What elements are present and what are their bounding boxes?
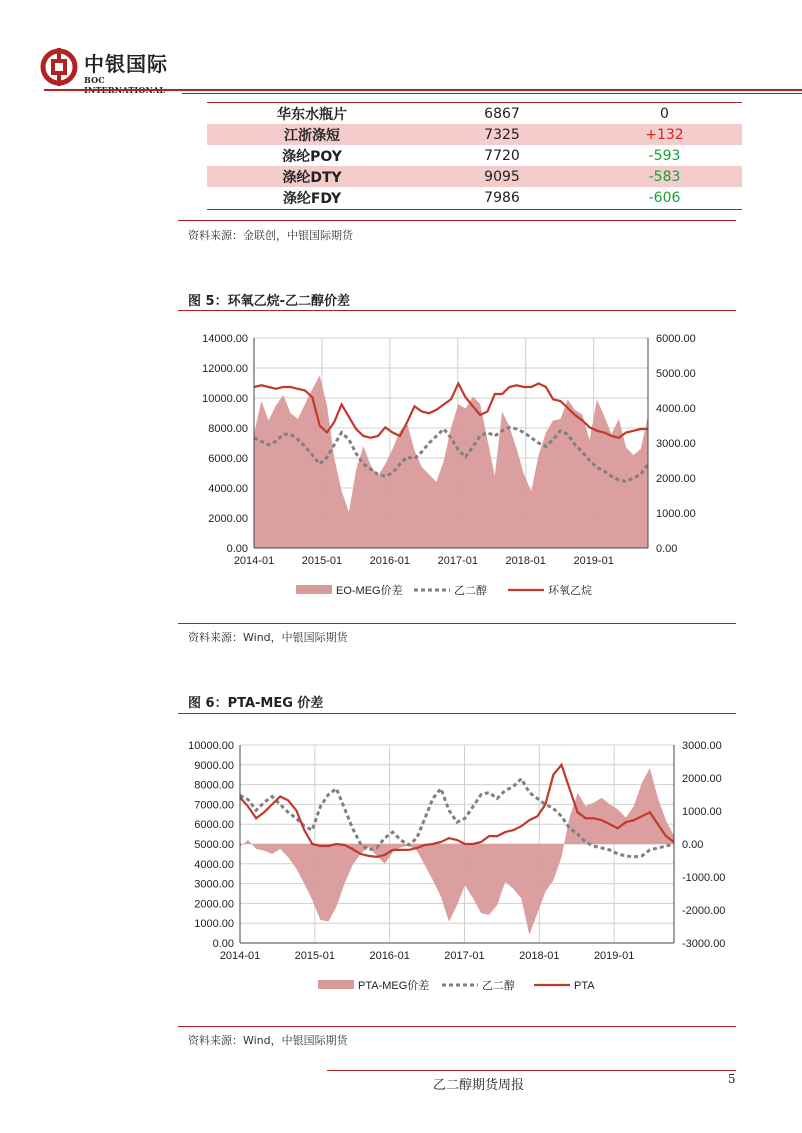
logo-english-name: BOC bbox=[84, 75, 105, 85]
right-tick-label: -3000.00 bbox=[682, 938, 726, 950]
left-tick-label: 6000.00 bbox=[208, 453, 248, 465]
left-tick-label: 10000.00 bbox=[188, 740, 234, 752]
product-price: 6867 bbox=[484, 105, 520, 122]
left-tick-label: 2000.00 bbox=[194, 898, 234, 911]
product-name: 江浙涤短 bbox=[207, 124, 417, 145]
legend-label: PTA-MEG价差 bbox=[358, 980, 430, 992]
price-change: +132 bbox=[587, 124, 742, 145]
table-row bbox=[207, 187, 742, 208]
legend-label: 乙二醇 bbox=[482, 980, 515, 992]
right-tick-label: 1000.00 bbox=[656, 508, 696, 520]
left-tick-label: 4000.00 bbox=[208, 483, 248, 495]
left-tick-label: 8000.00 bbox=[194, 779, 234, 792]
right-tick-label: 6000.00 bbox=[656, 333, 696, 345]
figure5-title: 图 5：环氧乙烷-乙二醇价差 bbox=[188, 294, 350, 309]
table-bottom-rule bbox=[207, 209, 742, 210]
left-tick-label: 2000.00 bbox=[208, 513, 248, 525]
polyester-price-table bbox=[207, 103, 742, 208]
x-tick-label: 2016-01 bbox=[369, 555, 411, 567]
x-tick-label: 2015-01 bbox=[294, 950, 336, 962]
header-rule bbox=[44, 89, 802, 91]
x-tick-label: 2015-01 bbox=[301, 555, 343, 567]
right-tick-label: 2000.00 bbox=[656, 473, 696, 485]
product-price: 7986 bbox=[484, 189, 520, 206]
table-source: 资料来源：金联创，中银国际期货 bbox=[188, 229, 353, 242]
legend-swatch-area bbox=[296, 585, 332, 594]
table-row bbox=[207, 145, 742, 166]
pta-meg-spread-chart bbox=[178, 725, 736, 1015]
product-name: 涤纶FDY bbox=[282, 190, 342, 207]
price-change: -583 bbox=[587, 166, 742, 187]
x-tick-label: 2018-01 bbox=[505, 555, 546, 567]
figure6-source: 资料来源：Wind，中银国际期货 bbox=[188, 1034, 348, 1047]
figure6-title: 图 6：PTA-MEG 价差 bbox=[188, 696, 324, 711]
product-name: 涤纶DTY bbox=[207, 166, 417, 187]
left-tick-label: 6000.00 bbox=[194, 819, 234, 832]
logo-chinese-name: 中银国际 bbox=[84, 52, 168, 76]
legend-label: PTA bbox=[574, 980, 595, 992]
source-rule bbox=[178, 220, 736, 221]
x-tick-label: 2016-01 bbox=[369, 950, 410, 962]
price-change: 0 bbox=[660, 105, 669, 122]
table-row bbox=[207, 124, 742, 145]
footer-rule bbox=[327, 1070, 736, 1071]
x-tick-label: 2019-01 bbox=[573, 555, 614, 567]
figure5-title-rule bbox=[178, 310, 736, 311]
x-tick-label: 2018-01 bbox=[519, 950, 560, 962]
legend-swatch-area bbox=[318, 980, 354, 989]
x-tick-label: 2014-01 bbox=[219, 950, 261, 962]
x-tick-label: 2019-01 bbox=[593, 950, 635, 962]
right-tick-label: 1000.00 bbox=[682, 806, 722, 818]
legend-label: 环氧乙烷 bbox=[548, 585, 592, 597]
right-tick-label: -2000.00 bbox=[682, 905, 726, 917]
header-rule-thin bbox=[182, 93, 802, 94]
right-tick-label: 2000.00 bbox=[682, 773, 722, 785]
left-tick-label: 0.00 bbox=[226, 543, 248, 555]
left-tick-label: 8000.00 bbox=[208, 423, 248, 435]
right-tick-label: 0.00 bbox=[682, 839, 704, 851]
right-tick-label: 3000.00 bbox=[682, 740, 722, 752]
product-price: 9095 bbox=[417, 166, 587, 187]
x-tick-label: 2014-01 bbox=[233, 555, 275, 567]
left-tick-label: 7000.00 bbox=[194, 799, 234, 812]
product-price: 7325 bbox=[417, 124, 587, 145]
figure6-source-rule bbox=[178, 1026, 736, 1027]
product-name: 涤纶POY bbox=[282, 148, 342, 165]
figure5-source: 资料来源：Wind，中银国际期货 bbox=[188, 631, 348, 644]
eo-meg-spread-chart bbox=[178, 318, 736, 613]
right-tick-label: 3000.00 bbox=[656, 438, 696, 450]
right-tick-label: 4000.00 bbox=[656, 403, 696, 415]
figure6-title-rule bbox=[178, 713, 736, 714]
product-price: 7720 bbox=[484, 147, 520, 164]
left-tick-label: 12000.00 bbox=[202, 363, 248, 375]
table-row bbox=[207, 103, 742, 124]
footer-report-title: 乙二醇期货周报 bbox=[433, 1078, 525, 1093]
boc-logo bbox=[40, 48, 180, 94]
table-row bbox=[207, 166, 742, 187]
legend-label: EO-MEG价差 bbox=[336, 585, 403, 597]
left-tick-label: 5000.00 bbox=[194, 839, 234, 851]
left-tick-label: 4000.00 bbox=[194, 858, 234, 871]
left-tick-label: 9000.00 bbox=[194, 759, 234, 772]
x-tick-label: 2017-01 bbox=[437, 555, 478, 567]
price-change: -606 bbox=[648, 189, 681, 206]
figure5-source-rule bbox=[178, 623, 736, 624]
right-tick-label: 5000.00 bbox=[656, 368, 696, 380]
x-tick-label: 2017-01 bbox=[444, 950, 485, 962]
right-tick-label: 0.00 bbox=[656, 543, 678, 555]
boc-logo-mark-icon bbox=[40, 48, 78, 86]
left-tick-label: 1000.00 bbox=[194, 918, 234, 931]
left-tick-label: 14000.00 bbox=[202, 333, 248, 345]
legend-label: 乙二醇 bbox=[454, 585, 487, 597]
left-tick-label: 0.00 bbox=[212, 938, 234, 950]
page-number: 5 bbox=[728, 1072, 736, 1086]
right-tick-label: -1000.00 bbox=[682, 872, 726, 884]
left-tick-label: 10000.00 bbox=[202, 393, 248, 405]
price-change: -593 bbox=[648, 147, 681, 164]
left-tick-label: 3000.00 bbox=[194, 878, 234, 891]
product-name: 华东水瓶片 bbox=[277, 106, 347, 123]
